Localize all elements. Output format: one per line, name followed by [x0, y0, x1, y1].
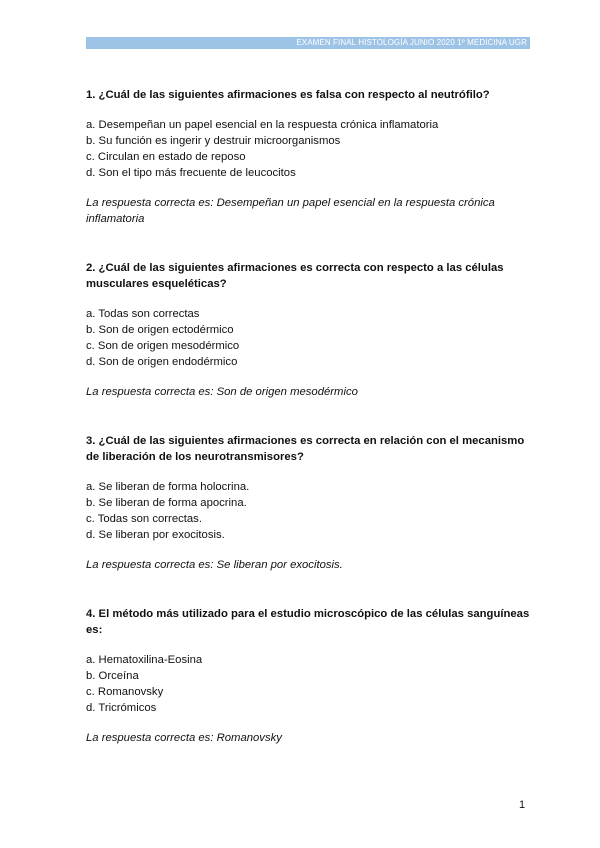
- option-c: c. Circulan en estado de reposo: [86, 151, 246, 163]
- exam-header: EXAMEN FINAL HISTOLOGÍA JUNIO 2020 1º MEDICINA UGR: [86, 37, 530, 49]
- question-text: 4. El método más utilizado para el estudio microscópico de las células sanguíneas es:: [86, 608, 530, 636]
- option-d: d. Se liberan por exocitosis.: [86, 529, 225, 541]
- option-c: c. Romanovsky: [86, 686, 164, 698]
- option-d: d. Tricrómicos: [86, 702, 157, 714]
- option-list: [86, 652, 530, 716]
- option-b: b. Su función es ingerir y destruir microorganismos: [86, 135, 341, 147]
- option-list: [86, 117, 530, 181]
- question-text: 1. ¿Cuál de las siguientes afirmaciones es falsa con respecto al neutrófilo?: [86, 89, 490, 101]
- option-list: [86, 306, 530, 370]
- question-block-4: [86, 606, 530, 746]
- question-block-3: [86, 433, 530, 573]
- correct-answer: La respuesta correcta es: Se liberan por exocitosis.: [86, 559, 343, 571]
- option-a: a. Hematoxilina-Eosina: [86, 654, 203, 666]
- correct-answer: La respuesta correcta es: Son de origen mesodérmico: [86, 386, 358, 398]
- option-b: b. Son de origen ectodérmico: [86, 324, 234, 336]
- correct-answer: La respuesta correcta es: Romanovsky: [86, 732, 282, 744]
- option-b: b. Orceína: [86, 670, 139, 682]
- correct-answer: La respuesta correcta es: Desempeñan un papel esencial en la respuesta crónica inflamatoria: [86, 197, 495, 225]
- question-block-2: [86, 260, 530, 400]
- question-text: 2. ¿Cuál de las siguientes afirmaciones es correcta con respecto a las células musculares esqueléticas?: [86, 262, 504, 290]
- exam-content: [86, 87, 530, 779]
- option-c: c. Son de origen mesodérmico: [86, 340, 240, 352]
- option-a: a. Se liberan de forma holocrina.: [86, 481, 250, 493]
- option-b: b. Se liberan de forma apocrina.: [86, 497, 247, 509]
- question-block-1: [86, 87, 530, 227]
- question-text: 3. ¿Cuál de las siguientes afirmaciones es correcta en relación con el mecanismo de liberación de los neurotransmisores?: [86, 435, 525, 463]
- option-d: d. Son el tipo más frecuente de leucocitos: [86, 167, 296, 179]
- option-c: c. Todas son correctas.: [86, 513, 202, 525]
- page-number: 1: [519, 799, 526, 811]
- option-a: a. Todas son correctas: [86, 308, 200, 320]
- option-list: [86, 479, 530, 543]
- option-a: a. Desempeñan un papel esencial en la respuesta crónica inflamatoria: [86, 119, 439, 131]
- option-d: d. Son de origen endodérmico: [86, 356, 238, 368]
